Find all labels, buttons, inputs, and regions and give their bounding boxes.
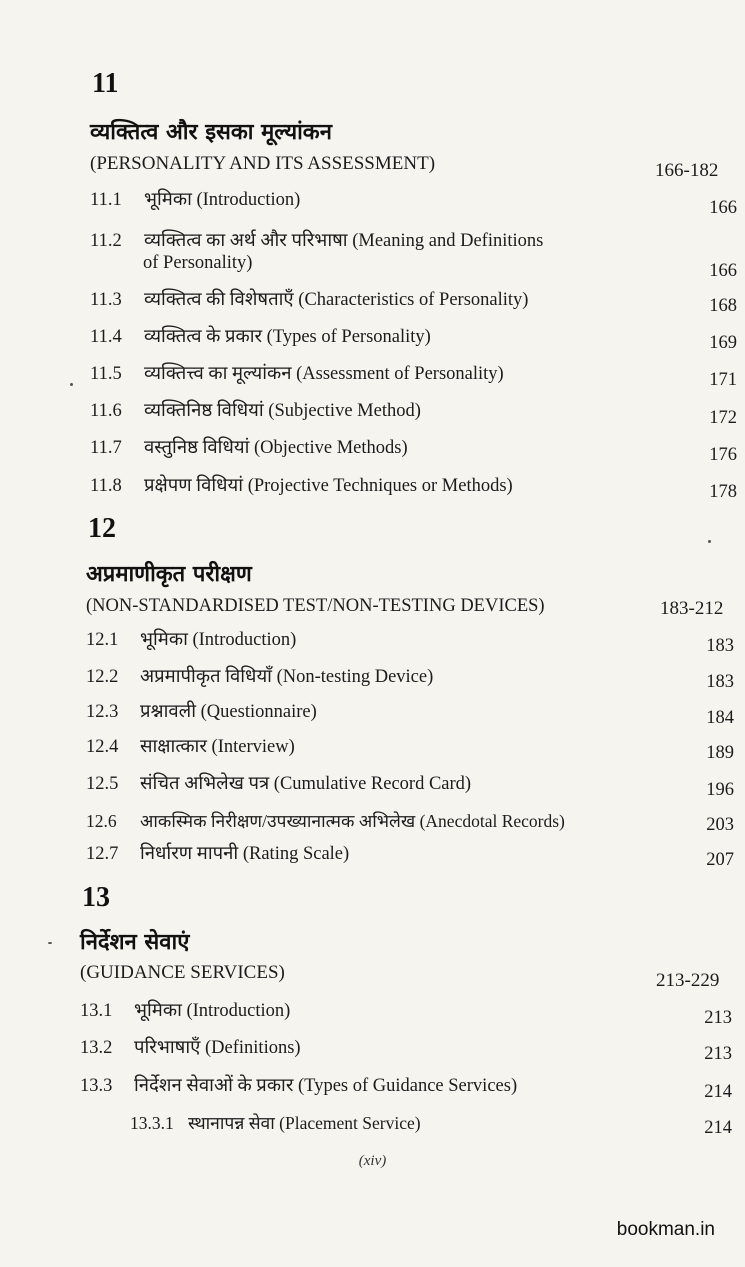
entry-page: 178 — [709, 482, 737, 502]
entry-number: 13.2 — [80, 1038, 113, 1058]
toc-entry — [90, 399, 421, 423]
entry-number: 11.2 — [90, 231, 122, 251]
entry-title: वस्तुनिष्ठ विधियां (Objective Methods) — [144, 438, 408, 458]
entry-page: 189 — [706, 743, 734, 763]
entry-page: 207 — [706, 850, 734, 870]
entry-page: 184 — [706, 708, 734, 728]
toc-entry — [86, 809, 565, 833]
entry-page: 196 — [706, 780, 734, 800]
toc-entry — [90, 229, 543, 253]
print-speck — [48, 942, 52, 944]
toc-entry — [80, 999, 290, 1023]
toc-entry — [86, 772, 471, 796]
entry-number: 11.4 — [90, 327, 122, 347]
chapter-hindi-title: अप्रमाणीकृत परीक्षण — [86, 562, 252, 587]
chapter-page-range: 183-212 — [660, 598, 724, 619]
entry-number: 12.2 — [86, 667, 119, 687]
entry-number: 11.7 — [90, 438, 122, 458]
entry-page: 168 — [709, 296, 737, 316]
watermark-logo: bookman.in — [616, 1219, 715, 1240]
chapter-english-title: (PERSONALITY AND ITS ASSESSMENT) — [90, 153, 436, 174]
page-number: (xiv) — [358, 1153, 387, 1169]
chapter-page-range: 166-182 — [655, 160, 719, 181]
entry-title: साक्षात्कार (Interview) — [140, 737, 295, 757]
chapter-english-title: (NON-STANDARDISED TEST/NON-TESTING DEVICES) — [86, 596, 545, 616]
chapter-hindi-title: व्यक्तित्व और इसका मूल्यांकन — [90, 120, 332, 145]
entry-number: 11.1 — [90, 190, 122, 210]
entry-page: 166 — [709, 261, 737, 281]
entry-title: निर्देशन सेवाओं के प्रकार (Types of Guidance Services) — [134, 1076, 518, 1096]
entry-number: 12.1 — [86, 630, 119, 650]
entry-title: परिभाषाएँ (Definitions) — [134, 1038, 301, 1058]
entry-number: 13.3 — [80, 1076, 113, 1096]
chapter-hindi-title: निर्देशन सेवाएं — [80, 930, 190, 955]
entry-title: भूमिका (Introduction) — [140, 630, 297, 650]
toc-entry — [80, 1074, 517, 1098]
toc-entry — [86, 700, 317, 724]
entry-page: 169 — [709, 333, 737, 353]
chapter-page-range: 213-229 — [656, 970, 720, 991]
entry-number: 13.3.1 — [130, 1113, 174, 1133]
entry-page: 213 — [704, 1044, 732, 1064]
entry-page: 183 — [706, 672, 734, 692]
chapter-english-title: (GUIDANCE SERVICES) — [80, 962, 285, 983]
toc-entry — [90, 188, 300, 212]
entry-title: भूमिका (Introduction) — [144, 190, 301, 210]
entry-number: 11.3 — [90, 290, 122, 310]
entry-page: 176 — [709, 445, 737, 465]
toc-sub-entry — [130, 1111, 421, 1135]
chapter-number: 13 — [82, 882, 110, 913]
chapter-number: 11 — [92, 68, 119, 99]
toc-entry — [80, 1036, 301, 1060]
entry-number: 12.4 — [86, 737, 119, 757]
toc-entry — [86, 665, 433, 689]
entry-page: 214 — [704, 1082, 732, 1102]
toc-entry — [90, 362, 504, 386]
toc-entry — [86, 628, 296, 652]
toc-entry — [90, 436, 408, 460]
entry-title: निर्धारण मापनी (Rating Scale) — [140, 844, 350, 864]
entry-number: 11.5 — [90, 364, 122, 384]
entry-page: 213 — [704, 1008, 732, 1028]
entry-page: 166 — [709, 198, 737, 218]
entry-page: 183 — [706, 636, 734, 656]
entry-title: व्यक्तित्त्व का मूल्यांकन (Assessment of Personality) — [144, 364, 504, 384]
entry-number: 12.6 — [86, 811, 117, 831]
entry-number: 11.8 — [90, 476, 122, 496]
entry-title: भूमिका (Introduction) — [134, 1001, 291, 1021]
entry-title: व्यक्तिनिष्ठ विधियां (Subjective Method) — [144, 401, 421, 421]
entry-title: प्रश्नावली (Questionnaire) — [140, 702, 317, 722]
entry-title: व्यक्तित्व की विशेषताएँ (Characteristics of Personality) — [144, 290, 529, 310]
toc-entry — [86, 735, 295, 759]
entry-number: 12.5 — [86, 774, 119, 794]
toc-entry — [90, 474, 513, 498]
entry-title: स्थानापन्न सेवा (Placement Service) — [188, 1113, 421, 1133]
print-speck — [708, 540, 711, 543]
entry-page: 203 — [706, 815, 734, 835]
chapter-number: 12 — [88, 513, 116, 544]
toc-entry — [86, 842, 349, 866]
entry-number: 11.6 — [90, 401, 122, 421]
entry-page: 214 — [704, 1118, 732, 1138]
entry-number: 13.1 — [80, 1001, 113, 1021]
entry-title: संचित अभिलेख पत्र (Cumulative Record Card) — [140, 774, 472, 794]
entry-title: प्रक्षेपण विधियां (Projective Techniques or Methods) — [144, 476, 513, 496]
entry-page: 172 — [709, 408, 737, 428]
entry-number: 12.3 — [86, 702, 119, 722]
toc-entry — [90, 288, 528, 312]
entry-title: व्यक्तित्व के प्रकार (Types of Personality) — [144, 327, 431, 347]
entry-title: व्यक्तित्व का अर्थ और परिभाषा (Meaning and Definitions — [144, 231, 544, 251]
toc-entry — [90, 325, 431, 349]
print-speck — [70, 383, 73, 386]
entry-page: 171 — [709, 370, 737, 390]
entry-title-continuation: of Personality) — [143, 253, 253, 273]
entry-number: 12.7 — [86, 844, 119, 864]
entry-title: आकस्मिक निरीक्षण/उपख्यानात्मक अभिलेख (Anecdotal Records) — [140, 811, 565, 831]
entry-title: अप्रमापीकृत विधियाँ (Non-testing Device) — [140, 667, 434, 687]
